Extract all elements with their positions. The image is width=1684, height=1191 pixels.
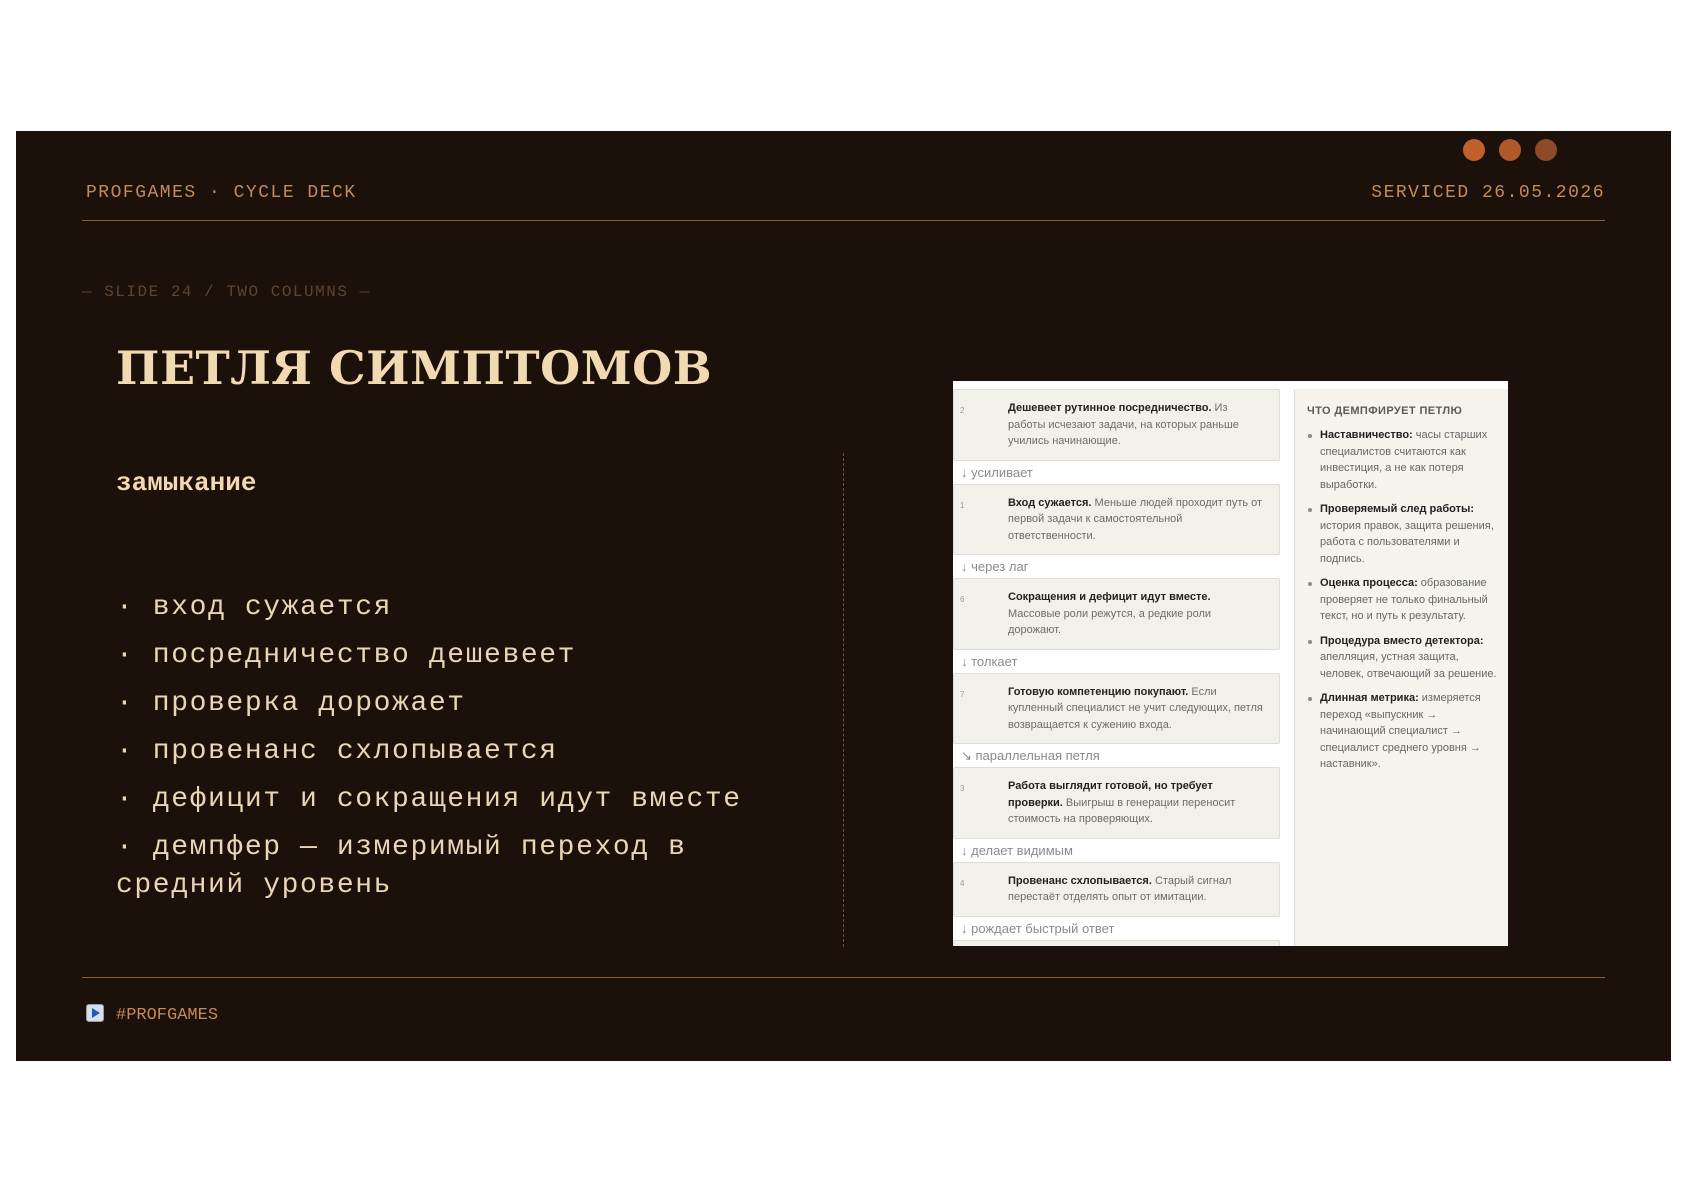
bullet-item: · дефицит и сокращения идут вместе <box>116 784 742 815</box>
chain-card <box>953 484 1280 556</box>
deck-label: PROFGAMES · CYCLE DECK <box>86 183 357 203</box>
card-text: Старый сигнал перестаёт отделять опыт от имитации. <box>1008 874 1232 903</box>
card-heading: Готовую компетенцию покупают. <box>1008 685 1189 698</box>
bullet-item: · провенанс схлопывается <box>116 736 558 767</box>
footer-rule <box>82 977 1605 978</box>
card-number: 3 <box>960 784 965 793</box>
bullet-item: · демпфер — измеримый переход в средний уровень <box>116 832 687 901</box>
card-text: Массовые роли режутся, а редкие роли дорожают. <box>1008 607 1212 636</box>
bullet-item: · проверка дорожает <box>116 688 466 719</box>
window-dots <box>1463 139 1557 161</box>
bullet-item: · вход сужается <box>116 592 393 623</box>
chain-card <box>953 389 1280 461</box>
cause-chain <box>953 389 1280 946</box>
chain-connector: ↓ через лаг <box>961 559 1029 574</box>
damper-heading: Проверяемый след работы: <box>1320 503 1475 515</box>
damper-title: ЧТО ДЕМПФИРУЕТ ПЕТЛЮ <box>1307 405 1463 417</box>
dot-1 <box>1463 139 1485 161</box>
dot-2 <box>1499 139 1521 161</box>
damper-text: часы старших специалистов считаются как инвестиция, а не как потеря выработки. <box>1320 429 1488 491</box>
chain-connector: ↓ рождает быстрый ответ <box>961 920 1115 936</box>
damper-item <box>1307 575 1502 625</box>
damper-list <box>1307 427 1502 773</box>
card-heading: Работа выглядит готовой, но требует проверки. <box>1008 780 1213 809</box>
chain-card <box>953 767 1280 839</box>
damper-heading: Длинная метрика: <box>1320 692 1419 704</box>
serviced-date: SERVICED 26.05.2026 <box>1371 183 1605 203</box>
damper-item <box>1307 427 1502 493</box>
card-text: Меньше людей проходит путь от первой задачи к самостоятельной ответственности. <box>1008 496 1263 542</box>
slide-eyebrow: — SLIDE 24 / TWO COLUMNS — <box>82 283 371 301</box>
damper-text: апелляция, устная защита, человек, отвечающий за решение. <box>1320 651 1497 680</box>
card-heading: Вход сужается. <box>1008 496 1092 509</box>
damper-heading: Процедура вместо детектора: <box>1320 634 1484 647</box>
card-number: 1 <box>960 500 965 510</box>
chain-card <box>953 862 1280 917</box>
damper-text: измеряется переход «выпускник → начинающий специалист → специалист среднего уровня → наставник». <box>1320 692 1481 770</box>
damper-text: история правок, защита решения, работа с пользователями и подпись. <box>1320 519 1494 565</box>
damper-item <box>1307 633 1502 683</box>
card-text: Из работы исчезают задачи, на которых раньше учились начинающие. <box>1008 402 1239 447</box>
dot-3 <box>1535 139 1557 161</box>
chain-card <box>953 578 1280 650</box>
card-text: Выигрыш в генерации переносит стоимость на проверяющих. <box>1008 796 1236 825</box>
embedded-screenshot <box>953 381 1508 946</box>
header-rule <box>82 220 1605 221</box>
card-heading: Дешевеет рутинное посредничество. <box>1008 402 1212 414</box>
chain-card <box>953 673 1280 745</box>
card-text: Если купленный специалист не учит следующих, петля возвращается к сужению входа. <box>1008 685 1263 731</box>
footer-hashtag: #PROFGAMES <box>116 1006 219 1025</box>
damper-panel <box>1294 389 1508 946</box>
damper-item <box>1307 690 1502 773</box>
card-number: 2 <box>960 406 965 415</box>
slide <box>16 131 1671 1061</box>
card-heading: Провенанс схлопывается. <box>1008 874 1152 887</box>
column-divider <box>843 453 844 947</box>
slide-title: ПЕТЛЯ СИМПТОМОВ <box>116 341 713 395</box>
play-button-icon <box>86 1004 104 1022</box>
chain-connector: ↓ толкает <box>961 653 1018 669</box>
bullet-item: · посредничество дешевеет <box>116 640 577 671</box>
chain-card-partial <box>953 940 1280 947</box>
card-heading: Сокращения и дефицит идут вместе. <box>1008 591 1211 603</box>
bullet-list <box>116 589 816 915</box>
slide-subtitle: замыкание <box>116 468 257 498</box>
damper-heading: Оценка процесса: <box>1320 577 1418 589</box>
damper-text: образование проверяет не только финальный текст, но и путь к результату. <box>1320 577 1488 622</box>
damper-heading: Наставничество: <box>1320 429 1413 441</box>
chain-connector: ↓ усиливает <box>961 464 1033 480</box>
card-number: 4 <box>960 878 965 888</box>
card-number: 7 <box>960 689 965 699</box>
chain-connector: ↘ параллельная петля <box>961 748 1100 763</box>
chain-connector: ↓ делает видимым <box>961 842 1073 858</box>
damper-item <box>1307 501 1502 567</box>
card-number: 6 <box>960 595 965 604</box>
